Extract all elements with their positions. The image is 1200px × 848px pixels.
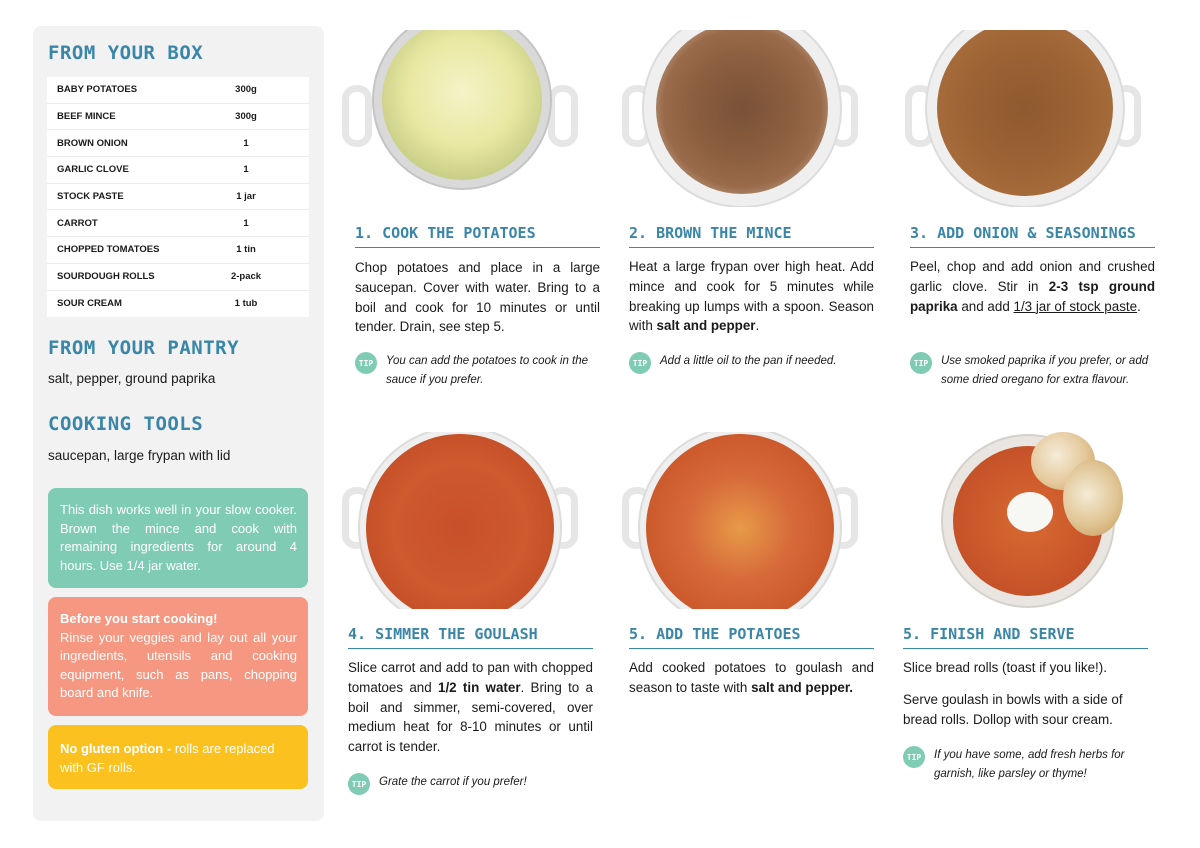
step-3-photo <box>903 30 1143 207</box>
ingredient-row <box>47 184 309 211</box>
step-3-underlined: 1/3 jar of stock paste <box>1013 298 1138 314</box>
ingredient-name: CHOPPED TOMATOES <box>57 244 160 256</box>
ingredient-row <box>47 291 309 318</box>
step-4-title: 4. SIMMER THE GOULASH <box>348 625 593 649</box>
step-2-tip <box>629 352 879 374</box>
ingredient-row <box>47 104 309 131</box>
ingredient-name: STOCK PASTE <box>57 191 124 203</box>
ingredient-row <box>47 210 309 237</box>
before-cooking-note <box>48 597 308 716</box>
step-3-text-end: . <box>1137 298 1141 314</box>
ingredient-qty: 1 tin <box>236 244 256 256</box>
tip-icon: TIP <box>903 746 925 768</box>
step-3-instructions <box>910 257 1155 316</box>
step-6-tip-text: If you have some, add fresh herbs for garnish, like parsley or thyme! <box>934 749 1125 780</box>
step-3-text: Peel, chop and add onion and crushed garlic clove. Stir in <box>910 259 1155 294</box>
pot-handle <box>548 85 578 147</box>
step-4-text-end: . Bring to a boil and simmer, semi-covered, over medium heat for 8-10 minutes or until carrot is tender. <box>348 679 593 755</box>
step-3-emphasis: 2-3 tsp ground paprika <box>910 278 1155 314</box>
step-5-title: 5. ADD THE POTATOES <box>629 625 874 649</box>
cooking-tools-heading: COOKING TOOLS <box>48 413 204 435</box>
ingredient-name: GARLIC CLOVE <box>57 164 129 176</box>
step-3-title: 3. ADD ONION & SEASONINGS <box>910 224 1155 248</box>
step-3-tip <box>910 352 1150 389</box>
ingredient-row <box>47 157 309 184</box>
step-1-photo <box>340 30 580 207</box>
step-4-tip <box>348 773 593 795</box>
ingredients-table <box>47 77 309 317</box>
before-cooking-text: Rinse your veggies and lay out all your ingredients, utensils and cooking equipment, such as pans, chopping board and knife. <box>60 629 297 700</box>
gluten-free-note <box>48 725 308 789</box>
step-6-title: 5. FINISH AND SERVE <box>903 625 1148 649</box>
step-4-photo <box>340 432 580 609</box>
step-2-instructions <box>629 257 874 336</box>
tip-icon: TIP <box>348 773 370 795</box>
cooking-tools-list: saucepan, large frypan with lid <box>48 448 231 463</box>
step-4-instructions <box>348 658 593 757</box>
sour-cream-dollop <box>1007 492 1053 532</box>
step-1-title: 1. COOK THE POTATOES <box>355 224 600 248</box>
ingredient-name: BROWN ONION <box>57 137 128 149</box>
ingredient-row <box>47 237 309 264</box>
step-2-title: 2. BROWN THE MINCE <box>629 224 874 248</box>
ingredient-name: BEEF MINCE <box>57 111 116 123</box>
ingredient-row <box>47 264 309 291</box>
slow-cooker-note-text: This dish works well in your slow cooker. Brown the mince and cook with remaining ingredients for around 4 hours. Use 1/4 jar water. <box>60 502 297 573</box>
pantry-items: salt, pepper, ground paprika <box>48 371 216 386</box>
goulash-sauce <box>366 434 554 609</box>
step-1-tip <box>355 352 600 389</box>
slow-cooker-note <box>48 488 308 588</box>
step-6-paragraph-1: Slice bread rolls (toast if you like!). <box>903 660 1107 675</box>
step-5-photo <box>620 432 860 609</box>
step-2-text: Heat a large frypan over high heat. Add mince and cook for 5 minutes while breaking up lumps with a spoon. Season with <box>629 259 874 334</box>
before-cooking-title: Before you start cooking! <box>60 611 218 626</box>
ingredient-name: SOURDOUGH ROLLS <box>57 271 155 283</box>
step-2-text-end: . <box>755 318 760 334</box>
pot-handle <box>342 85 372 147</box>
step-6-tip <box>903 746 1148 783</box>
tip-icon: TIP <box>910 352 932 374</box>
gluten-free-text: rolls are replaced with GF rolls. <box>60 741 275 775</box>
step-6-paragraph-2: Serve goulash in bowls with a side of bread rolls. Dollop with sour cream. <box>903 691 1123 727</box>
ingredient-qty: 1 tub <box>234 298 258 310</box>
tip-icon: TIP <box>629 352 651 374</box>
bread-roll <box>1063 460 1123 536</box>
tip-icon: TIP <box>355 352 377 374</box>
step-2-tip-text: Add a little oil to the pan if needed. <box>660 355 837 367</box>
ingredient-row <box>47 77 309 104</box>
goulash-with-potatoes <box>646 434 834 609</box>
ingredient-name: BABY POTATOES <box>57 84 138 96</box>
ingredient-row <box>47 130 309 157</box>
ingredient-qty: 1 jar <box>236 191 256 203</box>
step-5-instructions <box>629 658 874 698</box>
ingredient-qty: 1 <box>243 217 249 229</box>
ingredient-qty: 300g <box>235 84 257 96</box>
ingredient-qty: 1 <box>243 137 249 149</box>
step-1-instructions: Chop potatoes and place in a large saucepan. Cover with water. Bring to a boil and cook for 10 minutes or until tender. Drain, see step 5. <box>355 260 600 335</box>
from-your-pantry-heading: FROM YOUR PANTRY <box>48 337 240 359</box>
step-3-text-mid: and add <box>957 298 1014 314</box>
step-2-photo <box>620 30 860 207</box>
ingredient-qty: 1 <box>243 164 249 176</box>
from-your-box-heading: FROM YOUR BOX <box>48 42 204 64</box>
gluten-free-title: No gluten option - <box>60 741 172 756</box>
ingredient-name: SOUR CREAM <box>57 298 122 310</box>
step-6-instructions <box>903 658 1148 729</box>
ingredient-qty: 300g <box>235 111 257 123</box>
ingredient-qty: 2-pack <box>230 271 262 283</box>
step-5-text: Add cooked potatoes to goulash and season to taste with <box>629 660 874 695</box>
browned-mince <box>656 30 828 194</box>
step-4-text: Slice carrot and add to pan with chopped tomatoes and <box>348 660 593 695</box>
step-6-photo <box>903 432 1143 609</box>
step-1-tip-text: You can add the potatoes to cook in the sauce if you prefer. <box>386 355 589 386</box>
step-4-tip-text: Grate the carrot if you prefer! <box>379 776 527 788</box>
step-5-emphasis: salt and pepper. <box>751 679 854 695</box>
ingredient-name: CARROT <box>57 217 98 229</box>
step-4-emphasis: 1/2 tin water <box>438 679 521 695</box>
step-2-emphasis: salt and pepper <box>656 318 756 334</box>
step-3-tip-text: Use smoked paprika if you prefer, or add some dried oregano for extra flavour. <box>941 355 1149 386</box>
